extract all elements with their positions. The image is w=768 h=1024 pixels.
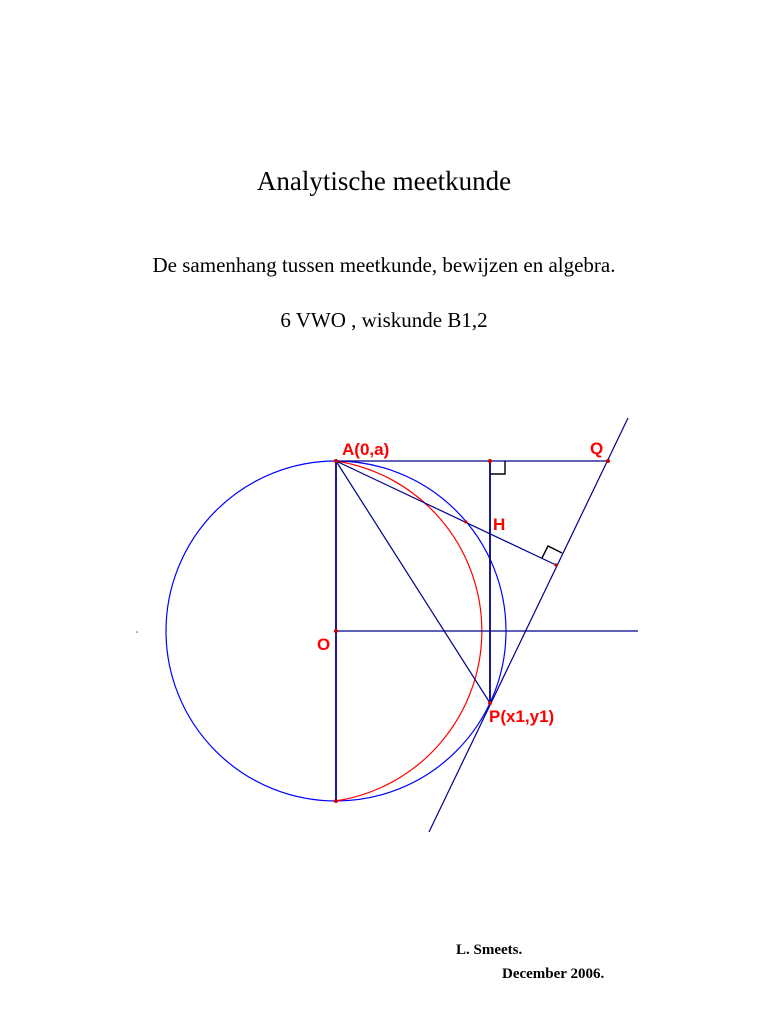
- point-q: [606, 459, 610, 463]
- point-foot: [554, 563, 557, 566]
- label-h: H: [493, 515, 506, 534]
- point-a: [334, 459, 338, 463]
- author-name: L. Smeets.: [456, 942, 523, 958]
- document-title: Analytische meetkunde: [256, 166, 512, 196]
- point-bottom: [334, 799, 338, 803]
- tangent-line: [429, 418, 628, 832]
- label-o: O: [317, 635, 331, 654]
- point-top-h: [488, 459, 492, 463]
- point-o: [334, 629, 338, 633]
- right-angle-marker-foot: [542, 546, 562, 558]
- label-a: A(0,a): [342, 440, 390, 459]
- point-p: [488, 701, 492, 705]
- point-h: [464, 520, 467, 523]
- course-line: 6 VWO , wiskunde B1,2: [280, 308, 488, 332]
- label-p: P(x1,y1): [489, 707, 555, 726]
- right-angle-marker-top: [490, 461, 505, 474]
- document-subtitle: De samenhang tussen meetkunde, bewijzen en algebra.: [152, 253, 616, 277]
- document-date: December 2006.: [502, 966, 605, 982]
- stray-dot: [136, 631, 138, 633]
- label-q: Q: [590, 439, 604, 458]
